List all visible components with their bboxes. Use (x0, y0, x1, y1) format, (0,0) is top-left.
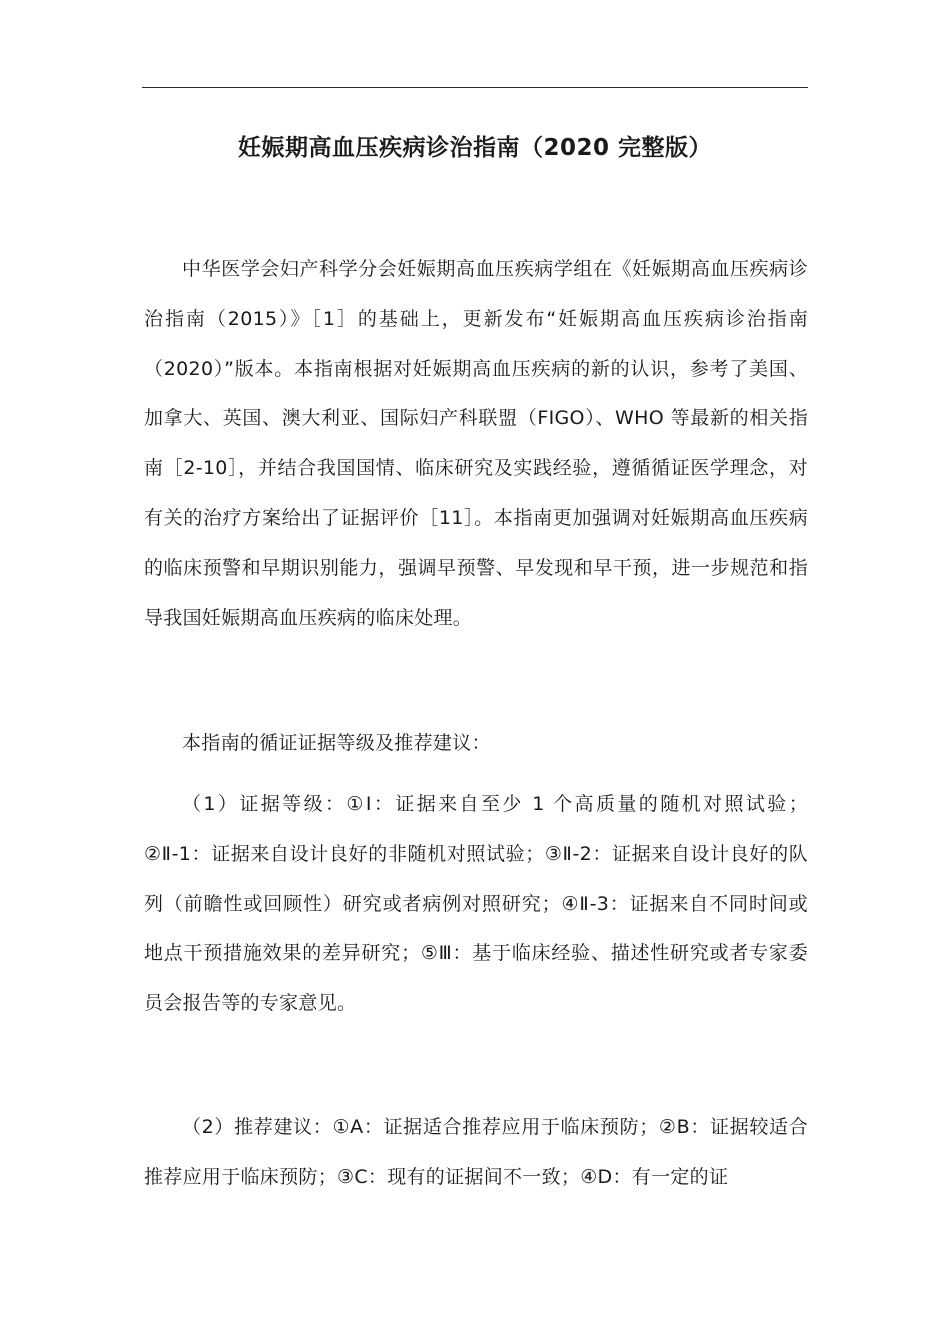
evidence-heading-paragraph: 本指南的循证证据等级及推荐建议： (182, 732, 491, 754)
document-title: 妊娠期高血压疾病诊治指南（2020 完整版） (237, 135, 713, 161)
intro-paragraph: 中华医学会妇产科学分会妊娠期高血压疾病学组在《妊娠期高血压疾病诊治指南（2015）》［1］的基础上，更新发布“妊娠期高血压疾病诊治指南（2020）”版本。本指南根据对妊娠期高血压疾病的新的认识，参考了美国、加拿大、英国、澳大利亚、国际妇产科联盟（FIGO）、WHO 等最新的相关指南［2-10］，并结合我国国情、临床研究及实践经验，遵循循证医学理念，对有关的治疗方案给出了证据评价［11］。本指南更加强调对妊娠期高血压疾病的临床预警和早期识别能力，强调早预警、早发现和早干预，进一步规范和指导我国妊娠期高血压疾病的临床处理。 (144, 258, 808, 629)
header-rule (142, 87, 808, 88)
recommendations-paragraph: （2）推荐建议：①A：证据适合推荐应用于临床预防；②B：证据较适合推荐应用于临床预防；③C：现有的证据间不一致；④D：有一定的证 (144, 1116, 808, 1188)
evidence-levels-paragraph: （1）证据等级：①Ⅰ：证据来自至少 1 个高质量的随机对照试验；②Ⅱ-1：证据来自设计良好的非随机对照试验；③Ⅱ-2：证据来自设计良好的队列（前瞻性或回顾性）研究或者病例对照研究；④Ⅱ-3：证据来自不同时间或地点干预措施效果的差异研究；⑤Ⅲ：基于临床经验、描述性研究或者专家委员会报告等的专家意见。 (144, 793, 808, 1015)
